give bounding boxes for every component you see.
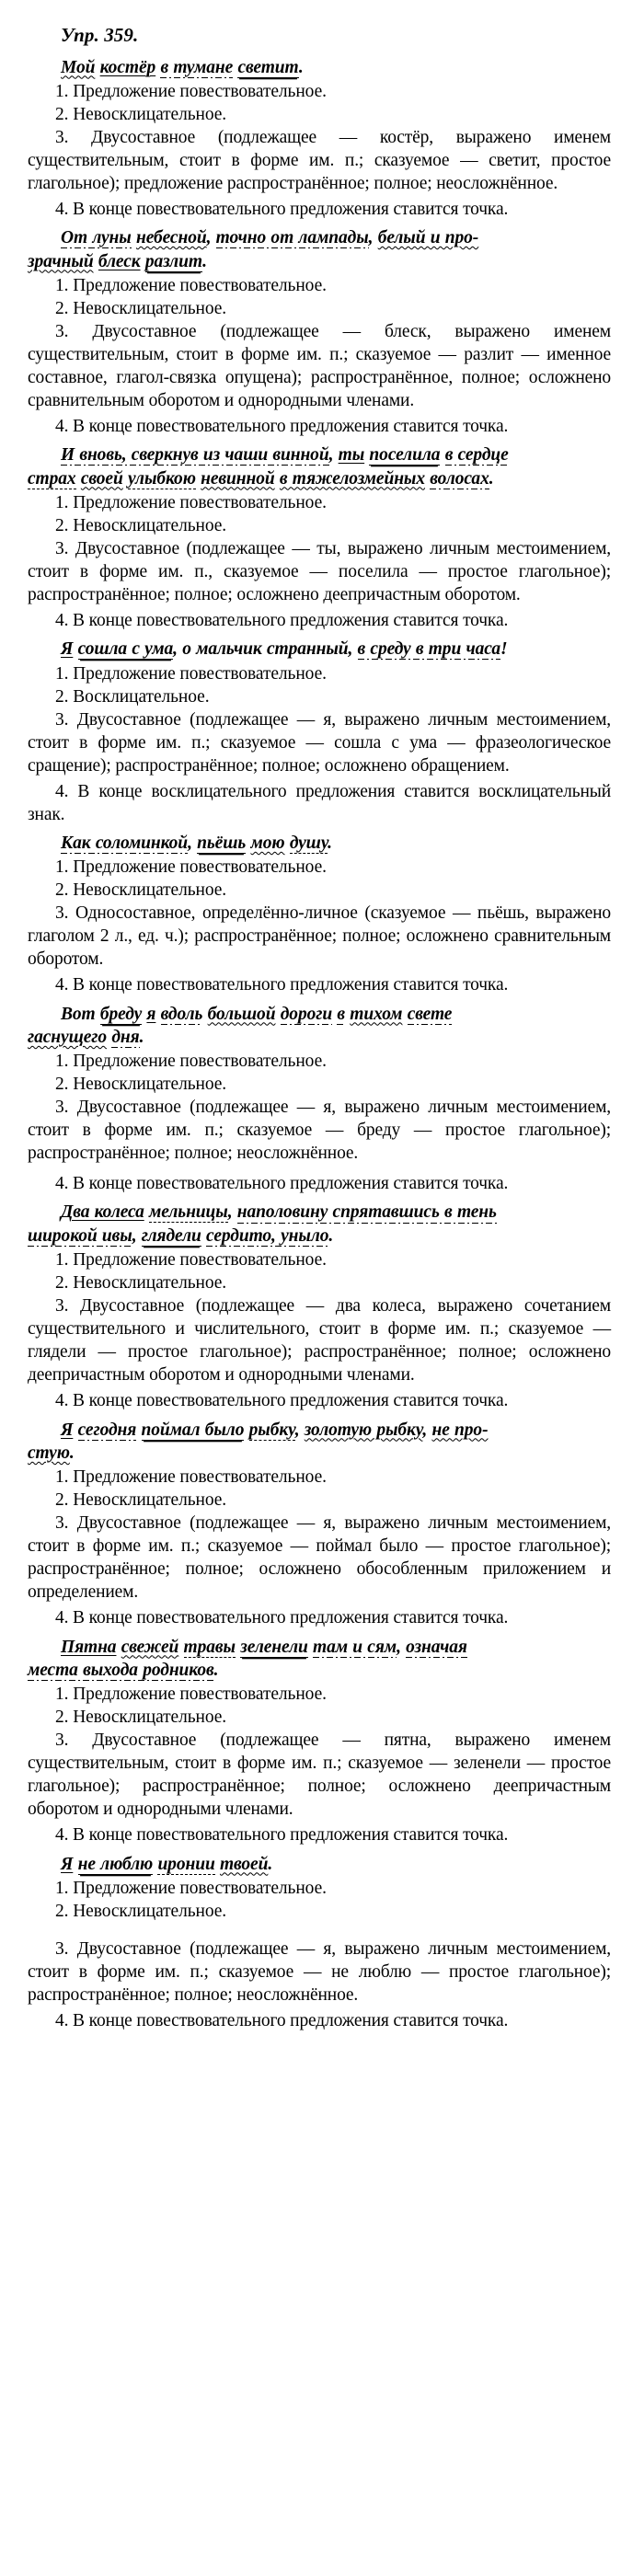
- point-2-2: 2. Невосклицательное.: [55, 298, 227, 318]
- analysed-sentence-9: Пятна свежей травы зеленели там и сям, означая места выхода родников.: [28, 1637, 467, 1680]
- analysed-sentence-8: Я сегодня поймал было рыбку, золотую рыбку, не про- стую.: [28, 1420, 489, 1463]
- analysed-sentence-7: Два колеса мельницы, наполовину спрятавшись в тень широкой ивы, глядели сердито, уныло.: [28, 1202, 497, 1246]
- point-9-1: 1. Предложение повествовательное.: [55, 1685, 327, 1705]
- point-1-3: 3. Двусоставное (подлежащее — костёр, выражено именем существительным, стоит в форме им. п.; сказуемое — светит, простое глагольное); предложение распространённое; полное; неосложнённое.: [28, 128, 611, 194]
- point-9-3: 3. Двусоставное (подлежащее — пятна, выражено именем существительным, стоит в форме им. п.; сказуемое — зеленели — простое глагольное); распространённое; полное; осложнено деепричастным оборотом и однородными членами.: [28, 1731, 611, 1820]
- point-10-2: 2. Невосклицательное.: [55, 1901, 227, 1921]
- point-6-2: 2. Невосклицательное.: [55, 1075, 227, 1095]
- point-2-4: 4. В конце повествовательного предложения ставится точка.: [55, 417, 509, 437]
- point-6-4: 4. В конце повествовательного предложения ставится точка.: [55, 1174, 509, 1194]
- point-10-1: 1. Предложение повествовательное.: [55, 1878, 327, 1898]
- point-8-2: 2. Невосклицательное.: [55, 1490, 227, 1511]
- point-3-1: 1. Предложение повествовательное.: [55, 492, 327, 512]
- analysed-sentence-5: Как соломинкой, пьёшь мою душу.: [61, 833, 332, 853]
- exercise-number: Упр. 359.: [61, 24, 139, 46]
- point-5-4: 4. В конце повествовательного предложения ставится точка.: [55, 975, 509, 995]
- point-5-3: 3. Односоставное, определённо-личное (сказуемое — пьёшь, выражено глаголом 2 л., ед. ч.); распространённое; полное; осложнено сравнительным оборотом.: [28, 903, 611, 970]
- analysis-block-7: [28, 1201, 611, 1412]
- analysis-block-4: [28, 638, 611, 826]
- analysis-block-10: [28, 1853, 611, 2033]
- point-7-1: 1. Предложение повествовательное.: [55, 1250, 327, 1271]
- analysed-sentence-1: Мой костёр в тумане светит.: [61, 57, 304, 77]
- point-6-1: 1. Предложение повествовательное.: [55, 1052, 327, 1072]
- analysis-block-9: [28, 1636, 611, 1847]
- point-8-3: 3. Двусоставное (подлежащее — я, выражено личным местоимением, стоит в форме им. п.; сказуемое — поймал было — простое глагольное); распространённое; полное; осложнено обособленным приложением и определением.: [28, 1513, 611, 1603]
- point-4-2: 2. Восклицательное.: [55, 686, 210, 707]
- point-1-2: 2. Невосклицательное.: [55, 105, 227, 124]
- point-6-3: 3. Двусоставное (подлежащее — я, выражено личным местоимением, стоит в форме им. п.; сказуемое — бреду — простое глагольное); распространённое; полное; неосложнённое.: [28, 1098, 611, 1164]
- analysis-block-2: [28, 226, 611, 438]
- analysed-sentence-4: Я сошла с ума, о мальчик странный, в среду в три часа!: [61, 639, 508, 660]
- point-4-3: 3. Двусоставное (подлежащее — я, выражено личным местоимением, стоит в форме им. п.; сказуемое — сошла с ума — фразеологическое сращение); распространённое; полное; осложнено обращением.: [28, 709, 611, 776]
- point-4-4: 4. В конце восклицательного предложения ставится восклицательный знак.: [28, 781, 611, 824]
- point-8-4: 4. В конце повествовательного предложения ставится точка.: [55, 1608, 509, 1628]
- analysis-block-5: [28, 832, 611, 997]
- point-2-3: 3. Двусоставное (подлежащее — блеск, выражено именем существительным, стоит в форме им. п.; сказуемое — разлит — именное составное, глагол-связка опущена); распространённое, полное; осложнено сравнительным оборотом и однородными членами.: [28, 322, 611, 411]
- point-3-4: 4. В конце повествовательного предложения ставится точка.: [55, 611, 509, 631]
- point-7-3: 3. Двусоставное (подлежащее — два колеса, выражено сочетанием существительного и числительного, стоит в форме им. п.; сказуемое — глядели — простое глагольное); распространённое; полное; осложнено деепричастным оборотом и однородными членами.: [28, 1296, 611, 1386]
- point-4-1: 1. Предложение повествовательное.: [55, 663, 327, 684]
- point-8-1: 1. Предложение повествовательное.: [55, 1467, 327, 1488]
- analysed-sentence-10: Я не люблю иронии твоей.: [61, 1854, 273, 1874]
- point-7-2: 2. Невосклицательное.: [55, 1273, 227, 1294]
- analysis-block-3: [28, 443, 611, 632]
- analysed-sentence-6: Вот бреду я вдоль большой дороги в тихом свете гаснущего дня.: [28, 1004, 453, 1047]
- analysed-sentence-2: От луны небесной, точно от лампады, белый и про- зрачный блеск разлит.: [28, 228, 479, 271]
- point-2-1: 1. Предложение повествовательное.: [55, 275, 327, 295]
- analysis-block-6: [28, 1003, 611, 1196]
- point-5-1: 1. Предложение повествовательное.: [55, 857, 327, 878]
- analysis-block-8: [28, 1419, 611, 1630]
- point-1-4: 4. В конце повествовательного предложения ставится точка.: [55, 200, 509, 220]
- point-9-4: 4. В конце повествовательного предложения ставится точка.: [55, 1825, 509, 1846]
- point-3-3: 3. Двусоставное (подлежащее — ты, выражено личным местоимением, стоит в форме им. п., сказуемое — поселила — простое глагольное); распространённое; полное; осложнено деепричастным оборотом.: [28, 539, 611, 605]
- analysed-sentence-3: И вновь, сверкнув из чаши винной, ты поселила в сердце страх своей улыбкою невинной в тяжелозмейных волосах.: [28, 445, 509, 489]
- point-10-4: 4. В конце повествовательного предложения ставится точка.: [55, 2011, 509, 2031]
- point-3-2: 2. Невосклицательное.: [55, 515, 227, 535]
- point-5-2: 2. Невосклицательное.: [55, 880, 227, 901]
- point-9-2: 2. Невосклицательное.: [55, 1708, 227, 1728]
- point-10-3: 3. Двусоставное (подлежащее — я, выражено личным местоимением, стоит в форме им. п.; сказуемое — не люблю — простое глагольное); распространённое; полное; неосложнённое.: [28, 1938, 611, 2006]
- point-1-1: 1. Предложение повествовательное.: [55, 81, 327, 101]
- point-7-4: 4. В конце повествовательного предложения ставится точка.: [55, 1391, 509, 1411]
- analysis-block-1: [28, 56, 611, 222]
